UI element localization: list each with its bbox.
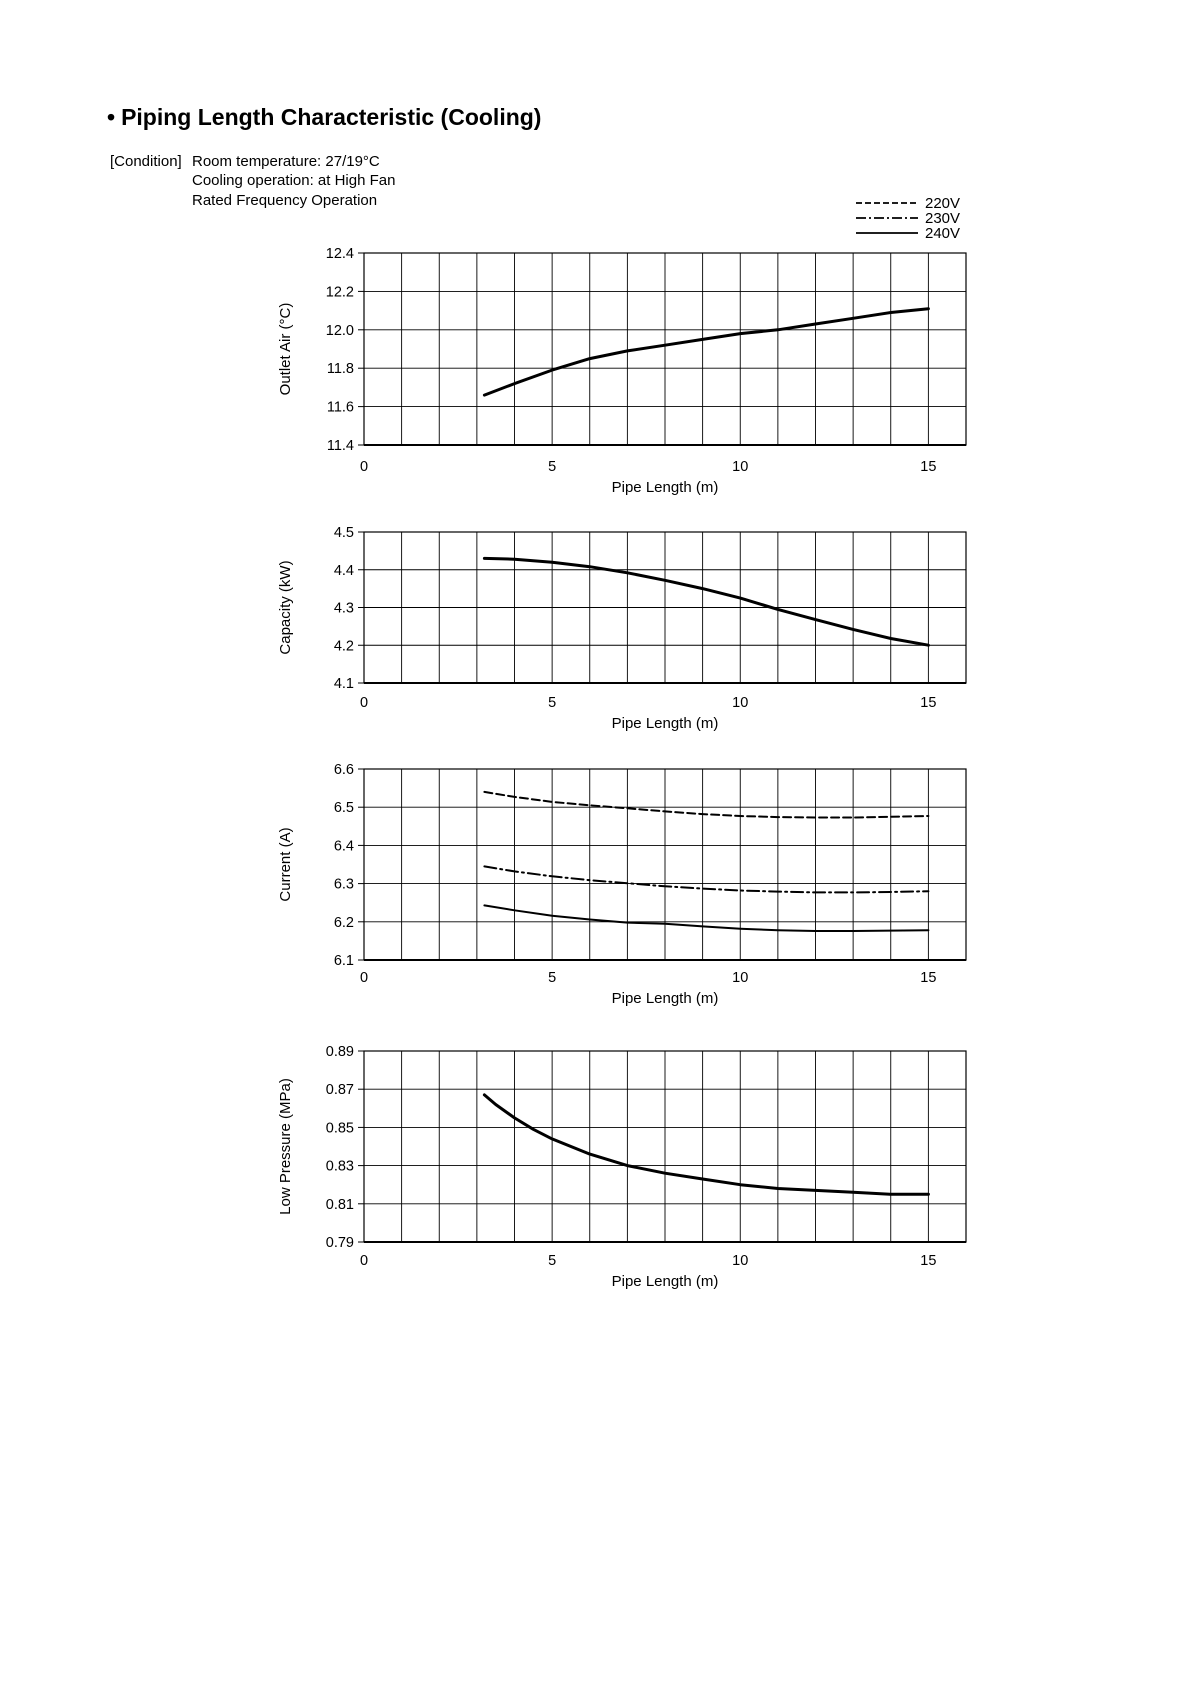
y-axis-label: Low Pressure (MPa): [277, 1078, 294, 1215]
x-tick-label: 5: [548, 695, 557, 711]
y-tick-label: 0.83: [325, 1158, 354, 1175]
x-tick-label: 15: [920, 970, 937, 986]
page-title-text: Piping Length Characteristic (Cooling): [121, 104, 542, 130]
condition-label: [Condition]: [110, 153, 182, 170]
x-tick-label: 0: [359, 1253, 369, 1269]
x-tick-label: 10: [732, 970, 749, 986]
x-axis-label: Pipe Length (m): [611, 1273, 719, 1290]
y-tick-label: 4.4: [333, 562, 354, 579]
y-tick-label: 6.1: [333, 953, 354, 969]
x-tick-label: 10: [732, 695, 749, 711]
series-line-1: [484, 309, 928, 395]
condition-line-2: Cooling operation: at High Fan: [192, 172, 396, 189]
x-tick-label: 15: [920, 459, 937, 475]
series-line-240v: [484, 905, 928, 931]
series-line-1: [484, 1095, 928, 1194]
series-line-230v: [484, 866, 928, 892]
bullet: •: [107, 104, 116, 130]
chart-1: [277, 246, 966, 496]
y-tick-label: 12.0: [325, 322, 354, 339]
y-tick-label: 4.2: [333, 638, 354, 655]
x-tick-label: 0: [359, 970, 369, 986]
legend-label-240v: 240V: [925, 225, 961, 242]
y-tick-label: 6.4: [333, 838, 354, 855]
x-tick-label: 0: [359, 695, 369, 711]
chart-4: [277, 1044, 966, 1290]
y-tick-label: 0.79: [325, 1235, 354, 1251]
chart-3: [277, 762, 966, 1007]
x-axis-label: Pipe Length (m): [611, 479, 719, 496]
y-axis-label: Outlet Air (°C): [277, 302, 294, 396]
series-line-220v: [484, 792, 928, 818]
y-tick-label: 6.2: [333, 914, 354, 931]
y-tick-label: 11.8: [326, 361, 354, 378]
y-tick-label: 0.89: [325, 1044, 354, 1060]
y-tick-label: 11.4: [326, 438, 354, 454]
x-axis-label: Pipe Length (m): [611, 715, 719, 732]
x-tick-label: 10: [732, 1253, 749, 1269]
y-axis-label: Capacity (kW): [277, 560, 294, 655]
x-tick-label: 5: [548, 1253, 557, 1269]
legend-label-230v: 230V: [925, 210, 961, 227]
y-axis-label: Current (A): [277, 827, 294, 902]
y-tick-label: 4.3: [333, 600, 354, 617]
x-tick-label: 10: [732, 459, 749, 475]
y-tick-label: 0.81: [325, 1196, 354, 1213]
x-tick-label: 0: [359, 459, 369, 475]
x-tick-label: 15: [920, 695, 937, 711]
x-tick-label: 15: [920, 1253, 937, 1269]
y-tick-label: 6.5: [333, 800, 354, 817]
x-axis-label: Pipe Length (m): [611, 990, 719, 1007]
y-tick-label: 12.4: [325, 246, 354, 262]
y-tick-label: 11.6: [326, 399, 354, 416]
y-tick-label: 0.85: [325, 1120, 354, 1137]
legend: [856, 195, 960, 242]
x-tick-label: 5: [548, 459, 557, 475]
y-tick-label: 6.6: [333, 762, 354, 778]
series-line-1: [484, 558, 928, 645]
y-tick-label: 4.5: [333, 525, 354, 541]
y-tick-label: 12.2: [325, 284, 354, 301]
condition-line-1: Room temperature: 27/19°C: [192, 153, 380, 170]
y-tick-label: 4.1: [333, 676, 354, 692]
y-tick-label: 0.87: [325, 1082, 354, 1099]
y-tick-label: 6.3: [333, 876, 354, 893]
chart-2: [277, 525, 966, 732]
x-tick-label: 5: [548, 970, 557, 986]
legend-label-220v: 220V: [925, 195, 961, 212]
condition-line-3: Rated Frequency Operation: [192, 192, 378, 209]
